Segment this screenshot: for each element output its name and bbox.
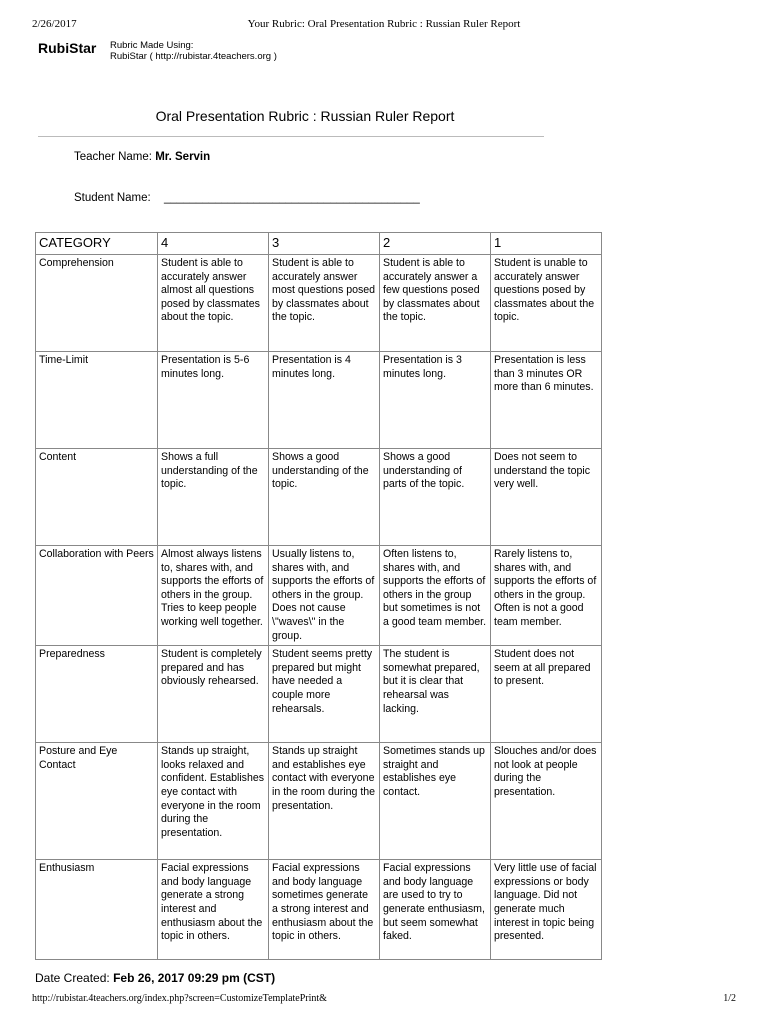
made-using-source[interactable]: RubiStar ( http://rubistar.4teachers.org ) <box>110 51 277 62</box>
teacher-name: Mr. Servin <box>155 151 211 163</box>
category-cell: Enthusiasm <box>36 860 158 960</box>
print-url[interactable]: http://rubistar.4teachers.org/index.php?screen=CustomizeTemplatePrint& <box>32 993 327 1004</box>
rubric-cell: Presentation is less than 3 minutes OR more than 6 minutes. <box>491 352 602 449</box>
print-header-title: Your Rubric: Oral Presentation Rubric : Russian Ruler Report <box>247 18 521 30</box>
date-created-value: Feb 26, 2017 09:29 pm (CST) <box>113 971 276 985</box>
rubric-cell: Student is able to accurately answer almost all questions posed by classmates about the topic. <box>158 255 269 352</box>
category-cell: Collaboration with Peers <box>36 546 158 646</box>
rubric-cell: The student is somewhat prepared, but it is clear that rehearsal was lacking. <box>380 646 491 743</box>
teacher-label: Teacher Name: <box>74 151 152 163</box>
rubric-cell: Presentation is 5-6 minutes long. <box>158 352 269 449</box>
rubric-cell: Does not seem to understand the topic very well. <box>491 449 602 546</box>
rubric-cell: Very little use of facial expressions or body language. Did not generate much interest in topic being presented. <box>491 860 602 960</box>
student-name-blank: ________________________________________ <box>164 192 420 204</box>
table-row <box>36 646 602 743</box>
rubric-cell: Often listens to, shares with, and supports the efforts of others in the group but sometimes is not a good team member. <box>380 546 491 646</box>
rubric-cell: Student does not seem at all prepared to present. <box>491 646 602 743</box>
rubric-cell: Shows a good understanding of the topic. <box>269 449 380 546</box>
header-level-4: 4 <box>158 233 269 255</box>
category-cell: Preparedness <box>36 646 158 743</box>
category-cell: Content <box>36 449 158 546</box>
rubric-cell: Sometimes stands up straight and establishes eye contact. <box>380 743 491 860</box>
rubric-cell: Facial expressions and body language generate a strong interest and enthusiasm about the topic in others. <box>158 860 269 960</box>
rubric-table <box>35 232 602 960</box>
table-row <box>36 743 602 860</box>
rubric-cell: Student is unable to accurately answer questions posed by classmates about the topic. <box>491 255 602 352</box>
rubric-cell: Presentation is 3 minutes long. <box>380 352 491 449</box>
student-label: Student Name: <box>74 192 151 204</box>
header-category: CATEGORY <box>36 233 158 255</box>
page-title: Oral Presentation Rubric : Russian Ruler Report <box>155 108 455 124</box>
title-divider <box>38 136 544 137</box>
print-date: 2/26/2017 <box>32 18 77 30</box>
rubric-cell: Student is completely prepared and has obviously rehearsed. <box>158 646 269 743</box>
rubric-cell: Student seems pretty prepared but might have needed a couple more rehearsals. <box>269 646 380 743</box>
rubric-cell: Rarely listens to, shares with, and supports the efforts of others in the group. Often is not a good team member. <box>491 546 602 646</box>
rubric-cell: Almost always listens to, shares with, and supports the efforts of others in the group. Tries to keep people working well together. <box>158 546 269 646</box>
page-number: 1/2 <box>723 993 736 1004</box>
rubric-cell: Presentation is 4 minutes long. <box>269 352 380 449</box>
made-using-note <box>110 40 277 62</box>
table-row <box>36 860 602 960</box>
rubric-cell: Student is able to accurately answer most questions posed by classmates about the topic. <box>269 255 380 352</box>
date-created <box>35 971 275 985</box>
rubric-cell: Facial expressions and body language are used to try to generate enthusiasm, but seem somewhat faked. <box>380 860 491 960</box>
teacher-field <box>74 151 210 163</box>
rubric-cell: Student is able to accurately answer a few questions posed by classmates about the topic. <box>380 255 491 352</box>
date-created-label: Date Created: <box>35 971 110 985</box>
category-cell: Time-Limit <box>36 352 158 449</box>
rubric-header-row <box>36 233 602 255</box>
table-row <box>36 449 602 546</box>
category-cell: Posture and Eye Contact <box>36 743 158 860</box>
rubistar-logo: RubiStar <box>38 40 97 56</box>
rubric-cell: Facial expressions and body language sometimes generate a strong interest and enthusiasm about the topic in others. <box>269 860 380 960</box>
rubric-cell: Stands up straight and establishes eye contact with everyone in the room during the presentation. <box>269 743 380 860</box>
table-row <box>36 352 602 449</box>
category-cell: Comprehension <box>36 255 158 352</box>
table-row <box>36 255 602 352</box>
rubric-cell: Shows a full understanding of the topic. <box>158 449 269 546</box>
rubric-cell: Shows a good understanding of parts of the topic. <box>380 449 491 546</box>
header-level-1: 1 <box>491 233 602 255</box>
rubric-cell: Usually listens to, shares with, and supports the efforts of others in the group. Does not cause \"waves\" in the group. <box>269 546 380 646</box>
rubric-cell: Stands up straight, looks relaxed and confident. Establishes eye contact with everyone in the room during the presentation. <box>158 743 269 860</box>
made-using-label: Rubric Made Using: <box>110 40 194 51</box>
rubric-cell: Slouches and/or does not look at people during the presentation. <box>491 743 602 860</box>
header-level-2: 2 <box>380 233 491 255</box>
header-level-3: 3 <box>269 233 380 255</box>
table-row <box>36 546 602 646</box>
